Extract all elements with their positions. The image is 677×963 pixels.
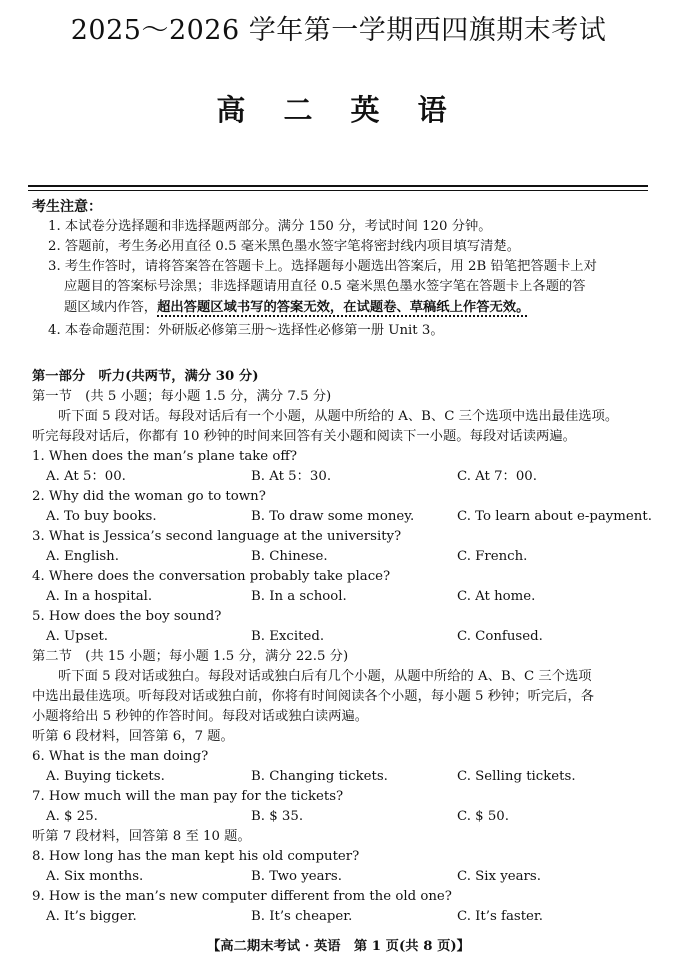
option-a: A. $ 25. (46, 809, 98, 824)
part1-heading: 第一部分 听力(共两节，满分 30 分) (32, 369, 259, 384)
section2-instructions-line3: 小题将给出 5 秒钟的作答时间。每段对话或独白读两遍。 (32, 709, 369, 724)
notice-item-3-end (64, 298, 529, 318)
notice-item-4: 4. 本卷命题范围：外研版必修第三册～选择性必修第一册 Unit 3。 (48, 323, 444, 338)
option-c: C. Selling tickets. (457, 769, 576, 784)
section2-instructions-line1: 听下面 5 段对话或独白。每段对话或独白后有几个小题，从题中所给的 A、B、C 三个选项 (58, 669, 592, 684)
exam-title: 2025～2026 学年第一学期西四旗期末考试 (70, 15, 607, 46)
option-b: B. To draw some money. (251, 509, 415, 524)
option-c: C. To learn about e-payment. (457, 509, 652, 524)
section1-instructions-line1: 听下面 5 段对话。每段对话后有一个小题，从题中所给的 A、B、C 三个选项中选出最佳选项。 (58, 409, 619, 424)
section2-heading: 第二节 (共 15 小题；每小题 1.5 分，满分 22.5 分) (32, 649, 349, 664)
header-divider-thin (28, 190, 648, 191)
option-b: B. It’s cheaper. (251, 909, 353, 924)
question-text: 4. Where does the conversation probably take place? (32, 569, 391, 584)
header-divider (28, 185, 648, 187)
notice-item-2: 2. 答题前，考生务必用直径 0.5 毫米黑色墨水签字笔将密封线内项目填写清楚。 (48, 239, 521, 254)
question-text: 1. When does the man’s plane take off? (32, 449, 297, 464)
section1-heading: 第一节 (共 5 小题；每小题 1.5 分，满分 7.5 分) (32, 389, 332, 404)
option-b: B. Two years. (251, 869, 342, 884)
question-text: 3. What is Jessica’s second language at the university? (32, 529, 402, 544)
section1-instructions-line2: 听完每段对话后，你都有 10 秒钟的时间来回答有关小题和阅读下一小题。每段对话读两遍。 (32, 429, 576, 444)
notice-emphasis: 超出答题区域书写的答案无效，在试题卷、草稿纸上作答无效。 (157, 300, 530, 315)
subject-title: 高 二 英 语 (216, 93, 461, 127)
option-c: C. French. (457, 549, 528, 564)
option-a: A. Upset. (46, 629, 109, 644)
option-b: B. At 5：30. (251, 469, 332, 484)
question-text: 6. What is the man doing? (32, 749, 209, 764)
option-c: C. At home. (457, 589, 536, 604)
notice-item-3-cont: 应题目的答案标号涂黑；非选择题请用直径 0.5 毫米黑色墨水签字笔在答题卡上各题的答 (64, 279, 586, 294)
option-c: C. $ 50. (457, 809, 509, 824)
option-b: B. Chinese. (251, 549, 328, 564)
notice-item-3: 3. 考生作答时，请将答案答在答题卡上。选择题每小题选出答案后，用 2B 铅笔把答题卡上对 (48, 259, 597, 274)
option-a: A. English. (46, 549, 119, 564)
option-b: B. Excited. (251, 629, 325, 644)
question-text: 9. How is the man’s new computer different from the old one? (32, 889, 452, 904)
question-text: 5. How does the boy sound? (32, 609, 222, 624)
page-footer: 【高二期末考试 · 英语 第 1 页(共 8 页)】 (207, 939, 470, 954)
option-a: A. Buying tickets. (46, 769, 165, 784)
option-c: C. It’s faster. (457, 909, 544, 924)
option-a: A. It’s bigger. (46, 909, 137, 924)
notice-heading: 考生注意： (32, 199, 102, 215)
option-a: A. In a hospital. (46, 589, 153, 604)
question-text: 7. How much will the man pay for the tickets? (32, 789, 344, 804)
option-b: B. $ 35. (251, 809, 304, 824)
section2-instructions-line2: 中选出最佳选项。听每段对话或独白前，你将有时间阅读各个小题，每小题 5 秒钟；听完后，各 (32, 689, 595, 704)
option-b: B. In a school. (251, 589, 347, 604)
option-a: A. At 5：00. (46, 469, 126, 484)
option-a: A. To buy books. (46, 509, 157, 524)
option-c: C. Confused. (457, 629, 543, 644)
material-6-intro: 听第 6 段材料，回答第 6，7 题。 (32, 729, 234, 744)
option-c: C. Six years. (457, 869, 541, 884)
option-c: C. At 7：00. (457, 469, 537, 484)
material-7-intro: 听第 7 段材料，回答第 8 至 10 题。 (32, 829, 251, 844)
notice-item-1: 1. 本试卷分选择题和非选择题两部分。满分 150 分，考试时间 120 分钟。 (48, 219, 492, 234)
option-a: A. Six months. (46, 869, 144, 884)
question-text: 2. Why did the woman go to town? (32, 489, 266, 504)
option-b: B. Changing tickets. (251, 769, 388, 784)
question-text: 8. How long has the man kept his old computer? (32, 849, 360, 864)
notice-item-3-tail: 题区域内作答， (64, 300, 158, 315)
